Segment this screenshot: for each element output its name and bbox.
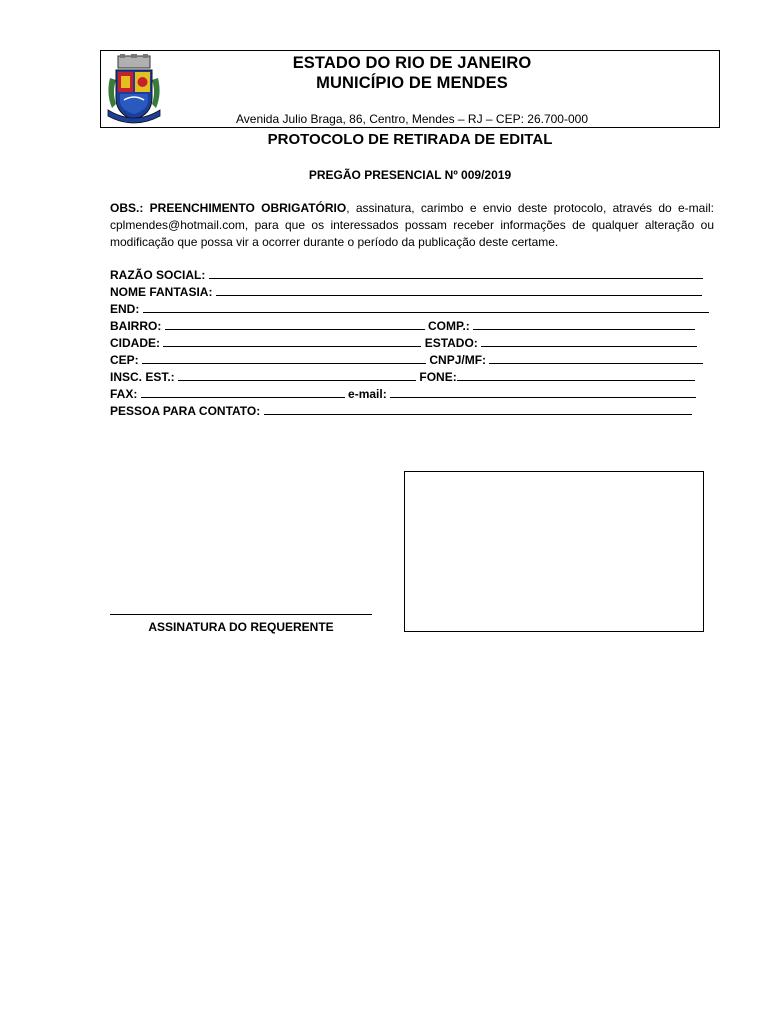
field-nome-fantasia-label: NOME FANTASIA: bbox=[110, 285, 213, 299]
municipality-name: MUNICÍPIO DE MENDES bbox=[316, 74, 508, 92]
bairro-blank[interactable] bbox=[165, 319, 425, 330]
address-line: Avenida Julio Braga, 86, Centro, Mendes – RJ – CEP: 26.700-000 bbox=[236, 112, 588, 126]
obs-label: OBS.: PREENCHIMENTO OBRIGATÓRIO bbox=[110, 201, 347, 215]
field-cidade-estado[interactable] bbox=[110, 336, 697, 351]
field-insc-est-label: INSC. EST.: bbox=[110, 370, 175, 384]
email-blank[interactable] bbox=[390, 387, 696, 398]
cep-blank[interactable] bbox=[142, 353, 426, 364]
field-fone-label: FONE: bbox=[419, 370, 457, 384]
fax-blank[interactable] bbox=[141, 387, 345, 398]
field-contato[interactable] bbox=[110, 404, 692, 419]
field-bairro-comp[interactable] bbox=[110, 319, 695, 334]
contato-blank[interactable] bbox=[264, 404, 692, 415]
state-name: ESTADO DO RIO DE JANEIRO bbox=[292, 54, 532, 72]
field-fax-label: FAX: bbox=[110, 387, 138, 401]
field-insc-fone[interactable] bbox=[110, 370, 695, 385]
insc-est-blank[interactable] bbox=[178, 370, 416, 381]
field-bairro-label: BAIRRO: bbox=[110, 319, 162, 333]
field-fax-email[interactable] bbox=[110, 387, 696, 402]
field-email-label: e-mail: bbox=[348, 387, 387, 401]
stamp-box[interactable] bbox=[404, 471, 704, 632]
cnpj-blank[interactable] bbox=[489, 353, 703, 364]
field-nome-fantasia[interactable] bbox=[110, 285, 702, 300]
field-end-label: END: bbox=[110, 302, 140, 316]
razao-social-blank[interactable] bbox=[209, 268, 703, 279]
comp-blank[interactable] bbox=[473, 319, 695, 330]
field-comp-label: COMP.: bbox=[428, 319, 470, 333]
signature-label: ASSINATURA DO REQUERENTE bbox=[148, 620, 334, 634]
cidade-blank[interactable] bbox=[163, 336, 421, 347]
pregao-number: PREGÃO PRESENCIAL Nº 009/2019 bbox=[308, 168, 512, 182]
fone-blank[interactable] bbox=[457, 370, 695, 381]
obs-text: , assinatura, carimbo e envio deste protocolo, através do e-mail: cplmendes@hotmail.com, para que os interessados possam receber informações de qualquer alteração ou modificação que possa vir a ocorrer durante o período da publicação deste certame. bbox=[110, 201, 714, 249]
nome-fantasia-blank[interactable] bbox=[216, 285, 702, 296]
end-blank[interactable] bbox=[143, 302, 709, 313]
field-estado-label: ESTADO: bbox=[424, 336, 478, 350]
field-razao-social[interactable] bbox=[110, 268, 703, 283]
field-cnpj-label: CNPJ/MF: bbox=[429, 353, 487, 367]
observation-paragraph bbox=[110, 200, 714, 251]
document-title: PROTOCOLO DE RETIRADA DE EDITAL bbox=[267, 131, 553, 148]
field-razao-social-label: RAZÃO SOCIAL: bbox=[110, 268, 206, 282]
estado-blank[interactable] bbox=[481, 336, 697, 347]
field-cep-label: CEP: bbox=[110, 353, 139, 367]
signature-line[interactable] bbox=[110, 614, 372, 615]
field-cep-cnpj[interactable] bbox=[110, 353, 703, 368]
municipal-coat-of-arms-icon bbox=[106, 54, 162, 124]
field-contato-label: PESSOA PARA CONTATO: bbox=[110, 404, 261, 418]
field-end[interactable] bbox=[110, 302, 709, 317]
field-cidade-label: CIDADE: bbox=[110, 336, 160, 350]
